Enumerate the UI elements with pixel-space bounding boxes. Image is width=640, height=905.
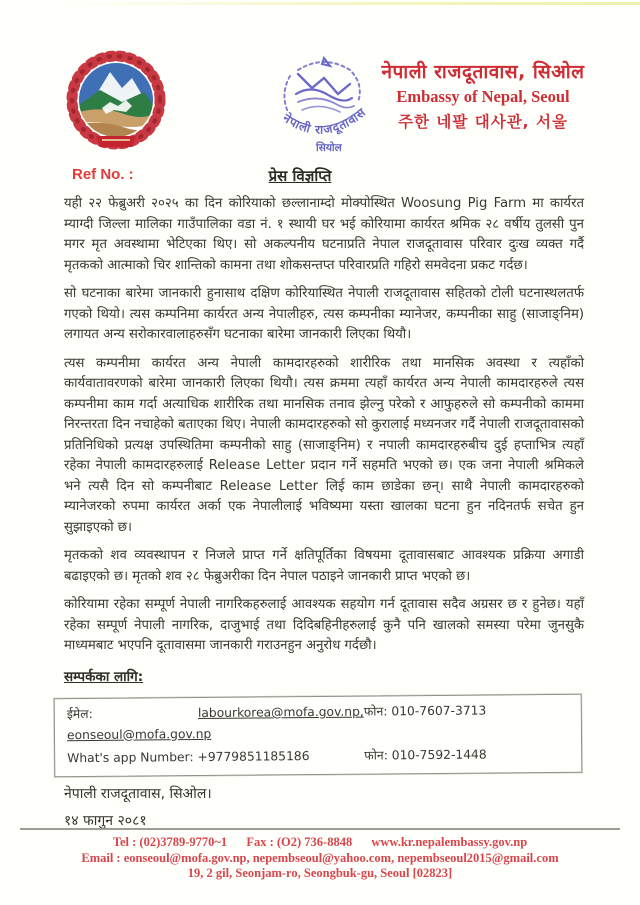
whatsapp-label: What's app Number: <box>67 750 194 766</box>
contact-heading: सम्पर्कका लागि: <box>64 668 144 685</box>
signature-line: नेपाली राजदूतावास, सिओल। <box>64 785 212 802</box>
embassy-name-english: Embassy of Nepal, Seoul <box>396 87 570 106</box>
paragraph-5: कोरियामा रहेका सम्पूर्ण नेपाली नागरिकहरुलाई आवश्यक सहयोग गर्न दूतावास सदैव अग्रसर छ र हुनेछ। यहाँ रहेका सम्पूर्ण नेपाली नागरिक, दाजुभाई तथा दिदिबहिनीहरुलाई कुनै पनि खालको समस्या परेमा जुनसुकै माध्यमबाट भएपनि दूतावासमा जानकारी गराउनहुन अनुरोध गर्दछौ। <box>64 597 584 653</box>
svg-text:सियोल: सियोल <box>316 142 342 154</box>
embassy-name-nepali: नेपाली राजदूतावास, सिओल <box>381 61 585 83</box>
letter-footer <box>0 828 640 882</box>
scan-edge-artifact <box>60 2 640 5</box>
contact-phone2-line <box>364 744 569 766</box>
footer-contact-line <box>0 835 640 851</box>
phone2-number: 010-7592-1448 <box>391 747 487 763</box>
contact-phone1-line <box>364 700 569 743</box>
phone1-number: 010-7607-3713 <box>391 703 487 719</box>
ref-title-row <box>0 166 640 190</box>
paragraph-4: मृतकको शव व्यवस्थापन र निजले प्राप्त गर्ने क्षतिपूर्तिका विषयमा दूतावासबाट आवश्यक प्रक्रिया अगाडी बढाइएको छ। मृतको शव २८ फेब्रुअरीका दिन नेपाल पठाइने जानकारी प्राप्त भएको छ। <box>64 548 584 584</box>
svg-text:नेपाली राजदूतावास: नेपाली राजदूतावास <box>280 104 369 137</box>
date-line: १४ फागुन २०८१ <box>64 813 147 829</box>
footer-tel: Tel : (02)3789-9770~1 <box>112 835 228 849</box>
contact-whatsapp-line <box>67 746 364 769</box>
paragraph-1: यही २२ फेब्रुअरी २०२५ का दिन कोरियाको छल्लानाम्दो मोक्पोस्थित Woosung Pig Farm मा कार्यरत म्याग्दी जिल्ला मालिका गाउँपालिका वडा नं. १ स्थायी घर भई कोरियामा कार्यरत श्रमिक २८ वर्षीय तुलसी पुन मगर मृत अवस्थामा भेटिएका थिए। सो अकल्पनीय घटनाप्रति नेपाल राजदूतावास परिवार दुःख व्यक्त गर्दै मृतकको आत्माको चिर शान्तिको कामना तथा शोकसन्तप्त परिवारप्रति गहिरो समवेदना प्रकट गर्दछ। <box>64 196 584 273</box>
footer-fax: Fax : (O2) 736-8848 <box>246 835 353 849</box>
letter-body <box>64 194 584 832</box>
footer-divider <box>20 828 620 830</box>
email-label: ईमेल: <box>66 706 93 722</box>
paragraph-3: त्यस कम्पनीमा कार्यरत अन्य नेपाली कामदारहरुको शारीरिक तथा मानसिक अवस्था र त्यहाँको कार्यवातावरणको बारेमा जानकारी लिएका थियौ। त्यस क्रममा त्यहाँ कार्यरत अन्य नेपाली कामदारहरुले त्यस कम्पनीमा काम गर्दा अत्याधिक शारीरिक तथा मानसिक तनाव झेल्नु परेको र आफुहरुले सो कम्पनीको काममा निरन्तरता दिन नचाहेको बताएका थिए। नेपाली कामदारहरुको सो कुरालाई मध्यनजर गर्दै नेपाली राजदूतावासको प्रतिनिधिको प्रत्यक्ष उपस्थितिमा कम्पनीको साहु (साजाङ्निम) र नपाली कामदारहरुबीच दुई हप्ताभित्र त्यहाँ रहेका नेपाली कामदारहरुलाई Release Letter प्रदान गर्ने सहमति भएको छ। एक जना नेपाली श्रमिकले भने त्यसै दिन सो कम्पनीबाट Release Letter लिई काम छाडेका छन्। साथै नेपाली कामदारहरुको म्यानेजरको रुपमा कार्यरत अर्का एक नेपालीलाई भविष्यमा यस्ता खालका घटना हुन नदिनतर्फ सचेत हुन सुझाइएको छ। <box>64 355 584 535</box>
embassy-name-korean: 주한 네팔 대사관, 서울 <box>398 113 568 131</box>
paragraph-2: सो घटनाका बारेमा जानकारी हुनासाथ दक्षिण कोरियास्थित नेपाली राजदूतावास सहितको टोली घटनास्थलतर्फ गएको थियो। त्यस कम्पनिमा कार्यरत अन्य नेपालीहरु, त्यस कम्पनीका म्यानेजर, कम्पनीका साहु (साजाङ्निम) लगायत अन्य सरोकारवालाहरुसँग घटनाका बारेमा जानकारी लिएका थियौ। <box>64 286 584 342</box>
contact-box <box>54 694 583 777</box>
ref-no-label: Ref No. : <box>72 166 134 183</box>
footer-email-line: Email : eonseoul@mofa.gov.np, nepembseoul@yahoo.com, nepembseoul2015@gmail.com <box>81 850 559 865</box>
whatsapp-number: +9779851185186 <box>197 749 310 765</box>
press-release-title: प्रेस विज्ञप्ति <box>268 167 332 185</box>
phone1-label: फोन: <box>363 704 388 719</box>
footer-address: 19, 2 gil, Seonjam-ro, Seongbuk-gu, Seoul [02823] <box>187 866 453 880</box>
contact-email-line <box>67 702 364 746</box>
nepal-coat-of-arms-icon <box>52 50 180 164</box>
phone2-label: फोन: <box>364 748 388 763</box>
letterhead-titles <box>352 58 614 132</box>
email-addresses: labourkorea@mofa.gov.np, eonseoul@mofa.gov.np <box>66 704 364 742</box>
footer-website: www.kr.nepalembassy.gov.np <box>371 835 528 849</box>
